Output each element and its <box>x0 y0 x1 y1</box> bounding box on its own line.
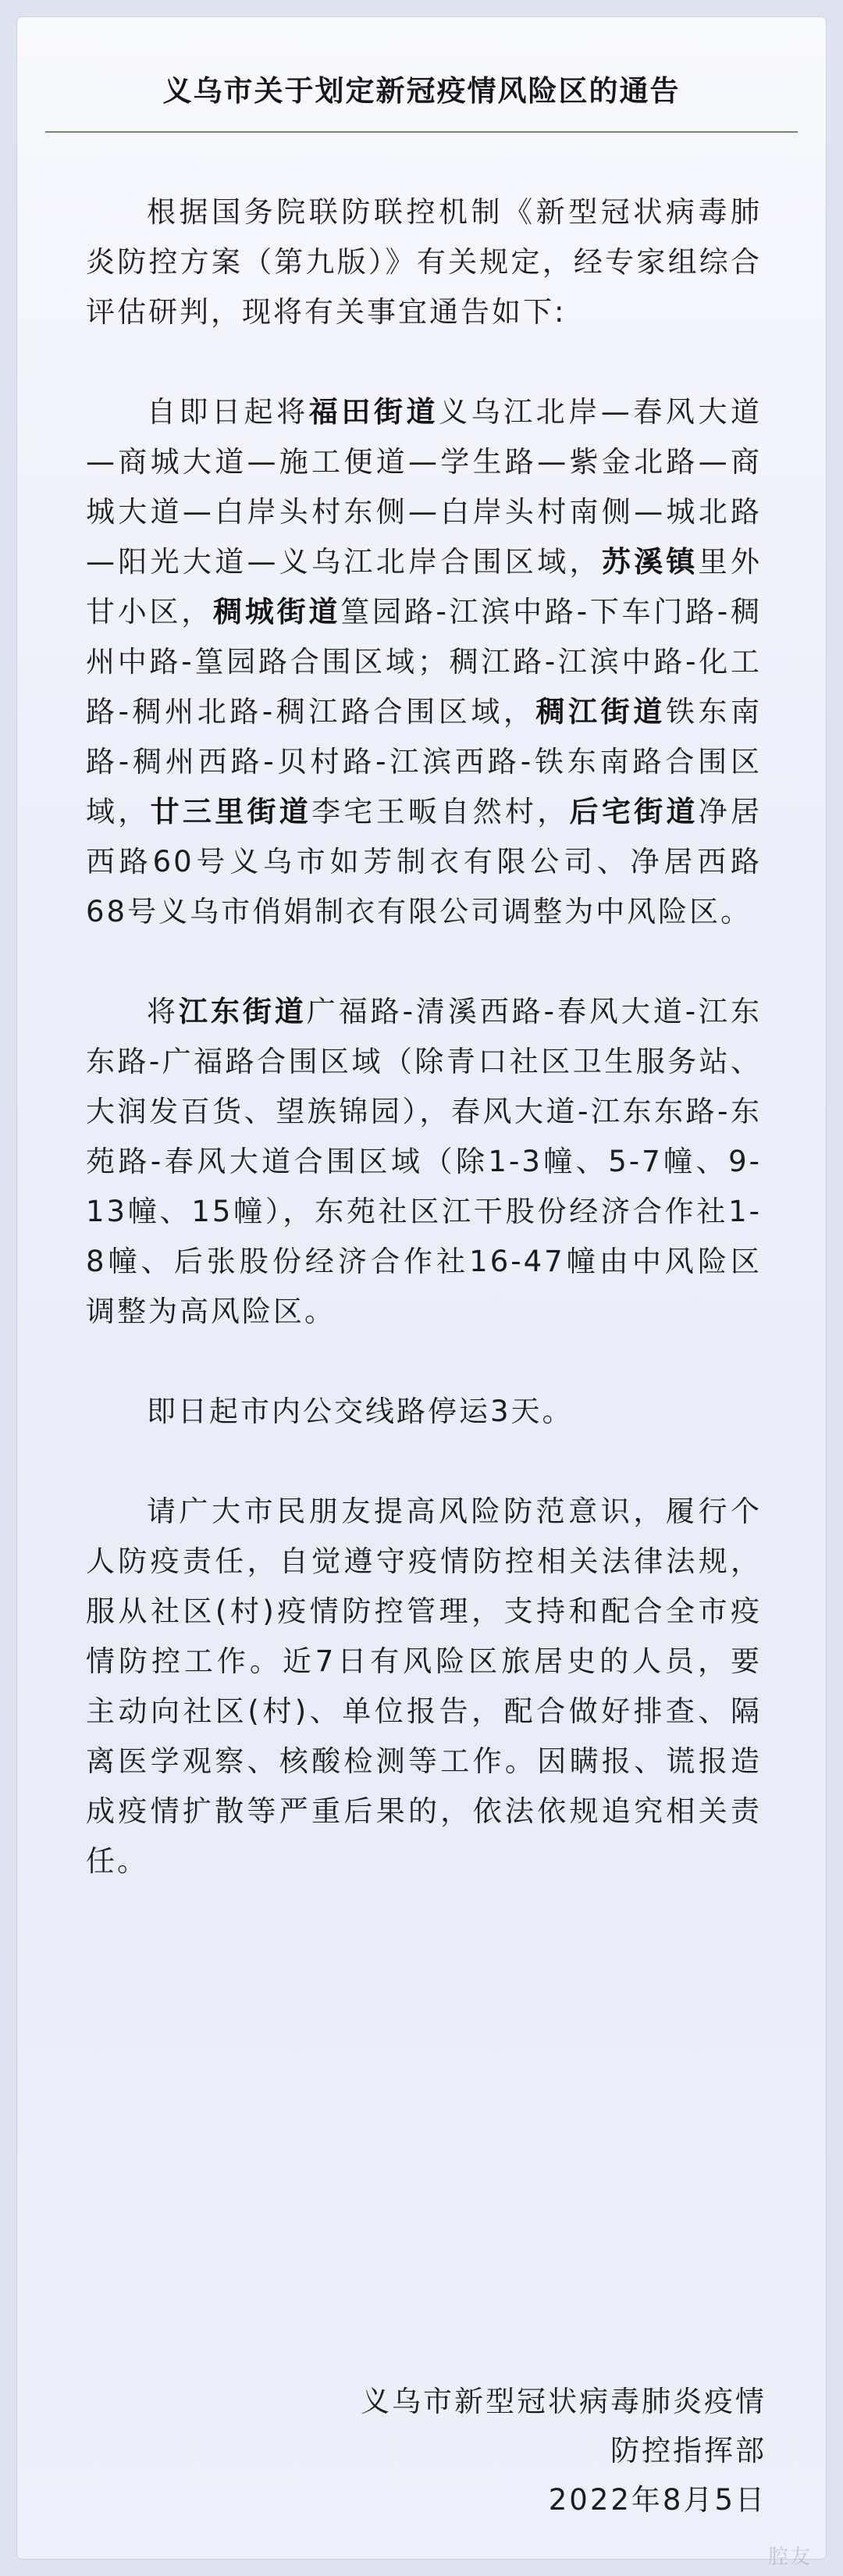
paragraph-text: 自即日起将 <box>147 395 309 429</box>
paragraph-text: 即日起市内公交线路停运3天。 <box>147 1395 574 1428</box>
place-name: 江东街道 <box>178 995 307 1028</box>
paragraph-text: 篁园路-江滨中路-下车门路-稠州中路-篁园路合围区域；稠江路-江滨中路-化工路-稠州北路-稠江路合围区域， <box>86 595 763 729</box>
paragraph-text: 净居西路60号义乌市如芳制衣有限公司、净居西路68号义乌市俏娟制衣有限公司调整为中风险区。 <box>86 795 763 928</box>
signature-org-line1: 义乌市新型冠状病毒肺炎疫情 <box>361 2385 767 2418</box>
notice-paragraph <box>86 987 762 1337</box>
notice-paragraph <box>86 1487 762 1887</box>
paragraph-text: 铁东南路-稠州西路-贝村路-江滨西路-铁东南路合围区域， <box>86 695 763 828</box>
notice-title: 义乌市关于划定新冠疫情风险区的通告 <box>162 74 681 108</box>
paragraph-text: 里外甘小区， <box>86 545 763 629</box>
paragraph-text: 李宅王畈自然村， <box>311 795 570 828</box>
signature-block <box>361 2377 767 2524</box>
place-name: 稠城街道 <box>213 595 341 629</box>
place-name: 苏溪镇 <box>601 545 699 579</box>
place-name: 廿三里街道 <box>150 795 312 828</box>
paragraph-text: 广福路-清溪西路-春风大道-江东东路-广福路合围区域（除青口社区卫生服务站、大润发百货、望族锦园），春风大道-江东东路-东苑路-春风大道合围区域（除1-3幢、5-7幢、9-13幢、15幢），东苑社区江干股份经济合作社1-8幢、后张股份经济合作社16-47幢由中风险区调整为高风险区。 <box>86 995 763 1328</box>
place-name: 稠江街道 <box>535 695 666 729</box>
notice-body <box>86 187 762 1936</box>
notice-paragraph <box>86 1387 762 1437</box>
paragraph-text: 根据国务院联防联控机制《新型冠状病毒肺炎防控方案（第九版）》有关规定，经专家组综合评估研判，现将有关事宜通告如下: <box>86 195 762 329</box>
signature-org-line2: 防控指挥部 <box>610 2434 767 2467</box>
paragraph-text: 义乌江北岸—春风大道—商城大道—施工便道—学生路—紫金北路—商城大道—白岸头村东侧—白岸头村南侧—城北路—阳光大道—义乌江北岸合围区域， <box>86 395 763 579</box>
notice-paragraph <box>86 387 762 937</box>
notice-card <box>17 17 826 2559</box>
title-divider <box>45 131 798 133</box>
place-name: 福田街道 <box>308 395 439 429</box>
paragraph-text: 将 <box>147 995 179 1028</box>
paragraph-text: 请广大市民朋友提高风险防范意识，履行个人防疫责任，自觉遵守疫情防控相关法律法规，服从社区(村)疫情防控管理，支持和配合全市疫情防控工作。近7日有风险区旅居史的人员，要主动向社区(村)、单位报告，配合做好排查、隔离医学观察、核酸检测等工作。因瞒报、谎报造成疫情扩散等严重后果的，依法依规追究相关责任。 <box>86 1495 762 1878</box>
watermark: 腔友 <box>767 2546 812 2569</box>
place-name: 后宅街道 <box>569 795 699 828</box>
signature-date: 2022年8月5日 <box>548 2483 767 2517</box>
notice-paragraph <box>86 187 762 337</box>
